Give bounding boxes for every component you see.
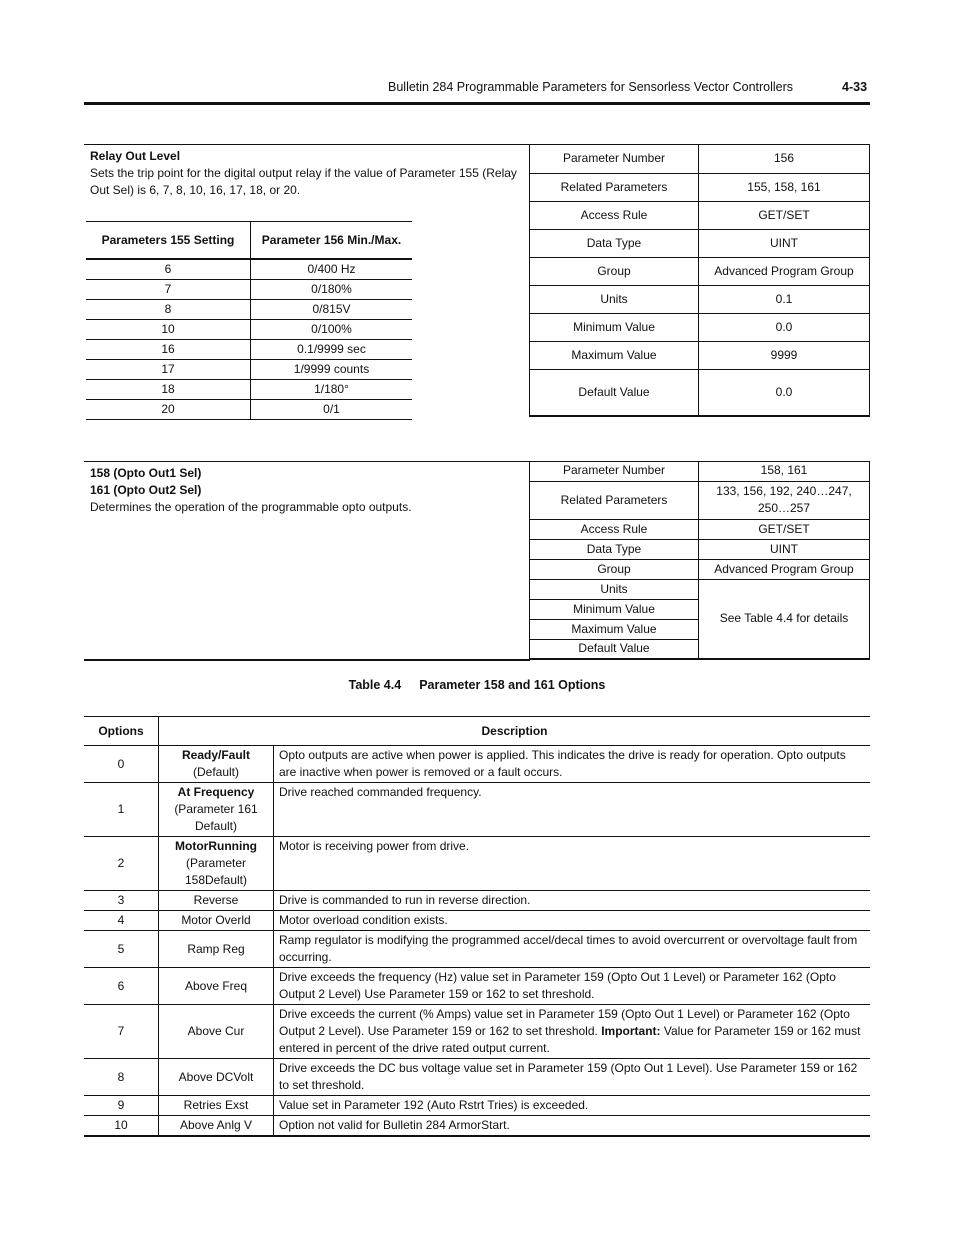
option-description: Motor overload condition exists. [274,911,871,931]
options-header: Options [84,717,159,746]
prop-value: 155, 158, 161 [699,173,870,201]
option-description: Value set in Parameter 192 (Auto Rstrt Tries) is exceeded. [274,1096,871,1116]
table-row [84,1005,870,1059]
merged-see-table-value: See Table 4.4 for details [699,579,870,659]
prop-label: Maximum Value [530,341,699,369]
settings-header-col2: Parameter 156 Min./Max. [251,222,413,260]
prop-value: GET/SET [699,201,870,229]
table-row [84,1116,870,1137]
option-description-text: Value for Parameter 159 or 162 must entered in percent of the drive rated output current. [279,1024,861,1055]
option-name-cell [159,837,274,891]
table-row [86,320,412,340]
option-number: 4 [84,911,159,931]
option-number: 10 [84,1116,159,1137]
option-name-cell [159,783,274,837]
table-row [530,341,870,369]
table-row [84,891,870,911]
prop-value: 133, 156, 192, 240…247, 250…257 [699,481,870,519]
table-row [84,931,870,968]
settings-header-col1: Parameters 155 Setting [86,222,251,260]
option-name: Reverse [159,891,274,911]
minmax-cell: 0/1 [251,400,413,420]
prop-value: UINT [699,229,870,257]
prop-label: Units [530,285,699,313]
option-number: 2 [84,837,159,891]
option-name: At Frequency [177,785,255,799]
table-row [530,285,870,313]
table-row [530,481,870,519]
setting-cell: 6 [86,259,251,280]
table-row [86,360,412,380]
setting-cell: 17 [86,360,251,380]
relay-settings-table [86,221,412,420]
prop-value: 156 [699,145,870,173]
relay-title: Relay Out Level [90,149,181,163]
table-row [530,539,870,559]
option-number: 1 [84,783,159,837]
option-name: Above Freq [159,968,274,1005]
setting-cell: 10 [86,320,251,340]
minmax-cell: 0/180% [251,280,413,300]
option-number: 8 [84,1059,159,1096]
option-name: Above Anlg V [159,1116,274,1137]
opto-properties-table [529,461,870,660]
prop-value: 9999 [699,341,870,369]
prop-label: Units [530,579,699,599]
option-description: Drive is commanded to run in reverse direction. [274,891,871,911]
table-row [530,229,870,257]
page-number: 4-33 [842,80,868,94]
table-row [84,968,870,1005]
relay-description: Sets the trip point for the digital output relay if the value of Parameter 155 (Relay Out Sel) is 6, 7, 8, 10, 16, 17, 18, or 20. [90,166,517,197]
option-note: (Parameter 161 Default) [174,802,258,833]
section-bottom-rule [84,659,530,661]
prop-label: Minimum Value [530,599,699,619]
table-row [530,145,870,173]
prop-label: Data Type [530,539,699,559]
table-row [84,911,870,931]
minmax-cell: 1/180° [251,380,413,400]
option-name: Motor Overld [159,911,274,931]
table-row [86,259,412,280]
option-description: Drive exceeds the frequency (Hz) value set in Parameter 159 (Opto Out 1 Level) or Parameter 162 (Opto Output 2 Level) Use Parameter 159 or 162 to set threshold. [274,968,871,1005]
minmax-cell: 0/100% [251,320,413,340]
opto-description: Determines the operation of the programmable opto outputs. [90,500,412,514]
setting-cell: 8 [86,300,251,320]
option-number: 0 [84,746,159,783]
table-label: Table 4.4 [348,678,402,692]
prop-label: Group [530,257,699,285]
table-row [84,746,870,783]
option-number: 5 [84,931,159,968]
table-row [530,201,870,229]
header-rule [84,102,870,105]
option-description-text: Drive exceeds the current (% Amps) value set in Parameter 159 (Opto Out 1 Level) or Parameter 162 (Opto Output 2 Level). Use Parameter 159 or 162 to set threshold. [279,1007,850,1038]
options-table [84,716,870,1137]
option-description: Ramp regulator is modifying the programmed accel/decal times to avoid overcurrent or overvoltage fault from occurring. [274,931,871,968]
option-number: 9 [84,1096,159,1116]
prop-value: GET/SET [699,519,870,539]
table-row [530,313,870,341]
table-row [84,837,870,891]
option-description: Option not valid for Bulletin 284 ArmorStart. [274,1116,871,1137]
option-number: 3 [84,891,159,911]
option-description: Drive exceeds the DC bus voltage value set in Parameter 159 (Opto Out 1 Level). Use Parameter 159 or 162 to set threshold. [274,1059,871,1096]
setting-cell: 16 [86,340,251,360]
option-name: Above Cur [159,1005,274,1059]
opto-title-158: 158 (Opto Out1 Sel) [90,466,202,480]
option-note: (Default) [192,765,239,779]
option-name-cell [159,746,274,783]
table-row [86,340,412,360]
running-header-title: Bulletin 284 Programmable Parameters for Sensorless Vector Controllers [388,80,794,94]
table-row [530,519,870,539]
prop-value: Advanced Program Group [699,257,870,285]
table-row [530,559,870,579]
option-name: Above DCVolt [159,1059,274,1096]
minmax-cell: 0/815V [251,300,413,320]
setting-cell: 20 [86,400,251,420]
prop-label: Data Type [530,229,699,257]
prop-value: Advanced Program Group [699,559,870,579]
prop-label: Group [530,559,699,579]
minmax-cell: 0/400 Hz [251,259,413,280]
table-row [530,257,870,285]
prop-label: Parameter Number [530,461,699,481]
table-row [86,280,412,300]
table-row [530,369,870,416]
prop-label: Access Rule [530,519,699,539]
prop-label: Minimum Value [530,313,699,341]
setting-cell: 18 [86,380,251,400]
option-description: Drive reached commanded frequency. [274,783,871,837]
prop-value: 0.1 [699,285,870,313]
prop-label: Related Parameters [530,173,699,201]
prop-label: Default Value [530,639,699,659]
option-name: MotorRunning [175,839,257,853]
table-row [84,783,870,837]
table-row [530,579,870,599]
table-caption [0,678,954,692]
option-number: 6 [84,968,159,1005]
option-description: Motor is receiving power from drive. [274,837,871,891]
option-description [274,1005,871,1059]
minmax-cell: 1/9999 counts [251,360,413,380]
option-number: 7 [84,1005,159,1059]
prop-label: Maximum Value [530,619,699,639]
relay-properties-table [529,145,870,417]
table-title: Parameter 158 and 161 Options [419,678,606,692]
table-row [86,300,412,320]
table-row [86,400,412,420]
opto-title-161: 161 (Opto Out2 Sel) [90,483,202,497]
prop-value: 158, 161 [699,461,870,481]
prop-label: Related Parameters [530,481,699,519]
description-header: Description [159,717,871,746]
option-note: (Parameter 158Default) [184,856,248,887]
option-name: Ready/Fault [181,748,250,762]
prop-label: Access Rule [530,201,699,229]
option-name: Retries Exst [159,1096,274,1116]
option-description: Opto outputs are active when power is applied. This indicates the drive is ready for operation. Opto outputs are inactive when power is removed or a fault occurs. [274,746,871,783]
table-row [530,461,870,481]
option-name: Ramp Reg [159,931,274,968]
important-label: Important: [601,1024,661,1038]
prop-value: 0.0 [699,369,870,416]
table-row [530,173,870,201]
setting-cell: 7 [86,280,251,300]
table-row [84,1059,870,1096]
table-row [86,380,412,400]
prop-value: UINT [699,539,870,559]
prop-label: Parameter Number [530,145,699,173]
minmax-cell: 0.1/9999 sec [251,340,413,360]
table-row [84,1096,870,1116]
prop-value: 0.0 [699,313,870,341]
prop-label: Default Value [530,369,699,416]
